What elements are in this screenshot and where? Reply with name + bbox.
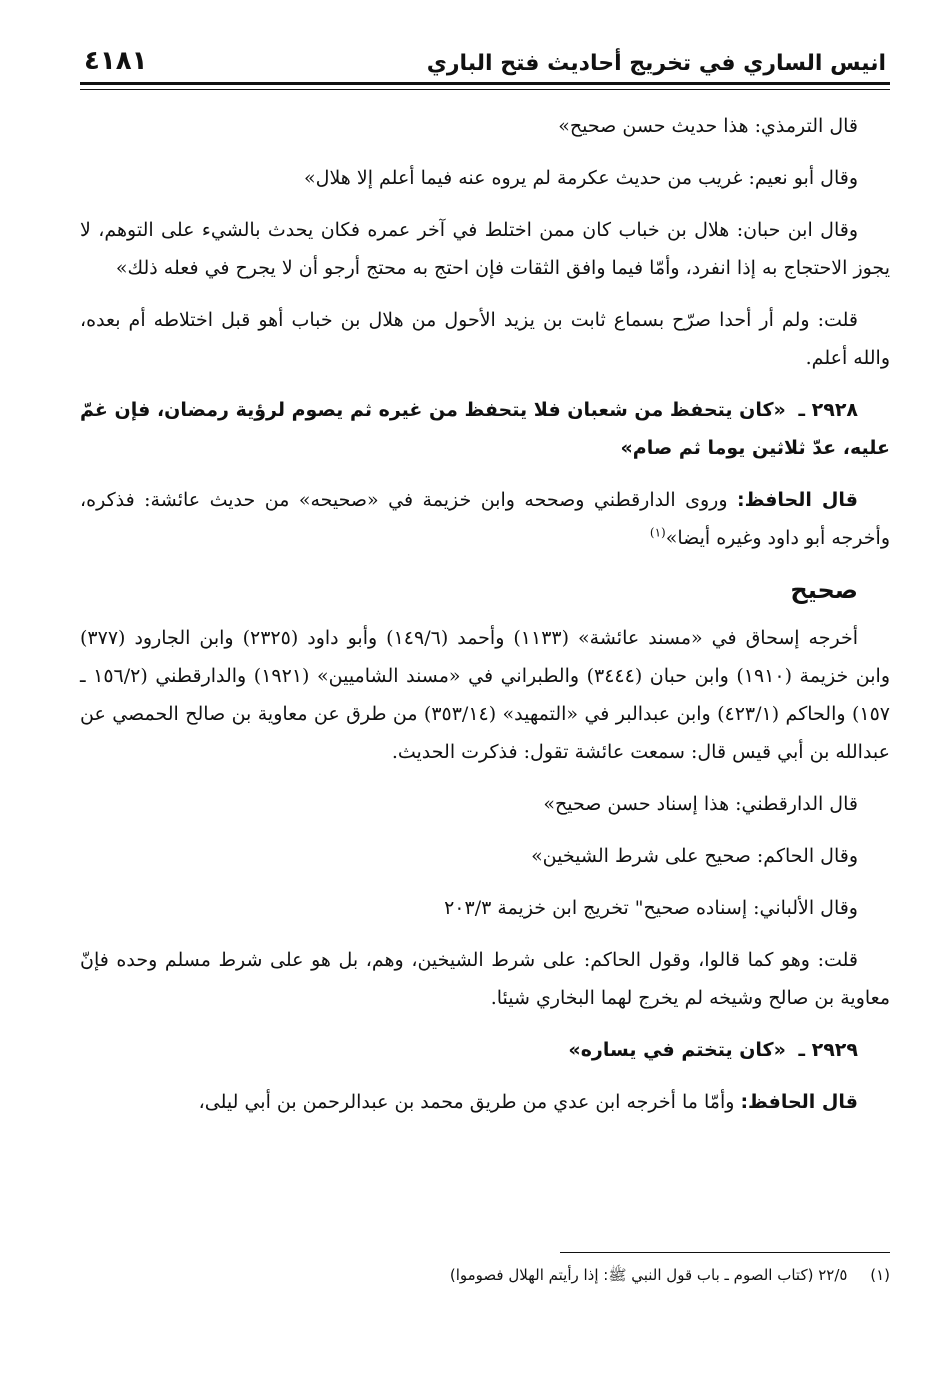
speaker-label: قال الحافظ: xyxy=(737,489,858,511)
speaker-label: قال الحافظ: xyxy=(740,1091,858,1113)
hafiz-text: وأمّا ما أخرجه ابن عدي من طريق محمد بن عبدالرحمن بن أبي ليلى، xyxy=(198,1091,735,1113)
paragraph-tirmidhi: قال الترمذي: هذا حديث حسن صحيح» xyxy=(558,115,858,137)
page-number: ٤١٨١ xyxy=(84,46,148,76)
grade-heading: صحيح xyxy=(790,576,858,604)
hadith-2928 xyxy=(80,391,890,467)
hadith-text: «كان يتحفظ من شعبان فلا يتحفظ من غيره ثم يصوم لرؤية رمضان، فإن غمّ عليه، عدّ ثلاثين يوما ثم صام» xyxy=(80,399,890,459)
hadith-2929 xyxy=(80,1031,890,1069)
hadith-text: «كان يتختم في يساره» xyxy=(568,1039,786,1061)
hafiz-text: وروى الدارقطني وصححه وابن خزيمة في «صحيحه» من حديث عائشة: فذكره، وأخرجه أبو داود وغيره أيضا» xyxy=(80,489,890,549)
hafiz-statement-1 xyxy=(80,481,890,557)
book-page xyxy=(80,30,890,1360)
footnote xyxy=(80,1266,890,1288)
grading-daraqutni: قال الدارقطني: هذا إسناد حسن صحيح» xyxy=(543,793,858,815)
paragraph-abu-nuaym: وقال أبو نعيم: غريب من حديث عكرمة لم يروه عنه فيما أعلم إلا هلال» xyxy=(304,167,858,189)
grading-albani: وقال الألباني: إسناده صحيح" تخريج ابن خزيمة ٢٠٣/٣ xyxy=(444,897,858,919)
footnote-text: ٢٢/٥ (كتاب الصوم ـ باب قول النبي ﷺ: إذا رأيتم الهلال فصوموا) xyxy=(449,1266,848,1284)
hadith-number: ٢٩٢٨ ـ xyxy=(798,399,859,421)
footnote-marker: (١) xyxy=(649,525,666,540)
main-text xyxy=(80,107,890,1121)
hafiz-statement-2 xyxy=(80,1083,890,1121)
comment-paragraph: قلت: وهو كما قالوا، وقول الحاكم: على شرط الشيخين، وهم، بل هو على شرط مسلم وحده فإنّ معاوية بن صالح وشيخه لم يخرج لهما البخاري شيئا. xyxy=(80,949,890,1009)
paragraph-comment-hilal: قلت: ولم أر أحدا صرّح بسماع ثابت بن يزيد الأحول من هلال بن خباب أهو قبل اختلاطه أم بعده، والله أعلم. xyxy=(80,309,890,369)
footnote-number: (١) xyxy=(870,1266,890,1284)
takhrij-paragraph: أخرجه إسحاق في «مسند عائشة» (١١٣٣) وأحمد (١٤٩/٦) وأبو داود (٢٣٢٥) وابن الجارود (٣٧٧) وابن خزيمة (١٩١٠) وابن حبان (٣٤٤٤) والطبراني في «مسند الشاميين» (١٩٢١) والدارقطني (١٥٦/٢ ـ ١٥٧) والحاكم (٤٢٣/١) وابن عبدالبر في «التمهيد» (٣٥٣/١٤) من طرق عن معاوية بن صالح الحمصي عن عبدالله بن أبي قيس قال: سمعت عائشة تقول: فذكرت الحديث. xyxy=(80,627,890,763)
paragraph-ibn-hibban: وقال ابن حبان: هلال بن خباب كان ممن اختلط في آخر عمره فكان يحدث بالشيء على التوهم، لا يجوز الاحتجاج به إذا انفرد، وأمّا فيما وافق الثقات فإن احتج به محتج أرجو أن لا يجرح في فعله ذلك» xyxy=(80,219,890,279)
grading-hakim: وقال الحاكم: صحيح على شرط الشيخين» xyxy=(531,845,858,867)
footnote-divider xyxy=(560,1252,890,1253)
running-title: انيس الساري في تخريج أحاديث فتح الباري xyxy=(426,51,886,76)
page-header xyxy=(80,30,890,85)
hadith-number: ٢٩٢٩ ـ xyxy=(798,1039,858,1061)
